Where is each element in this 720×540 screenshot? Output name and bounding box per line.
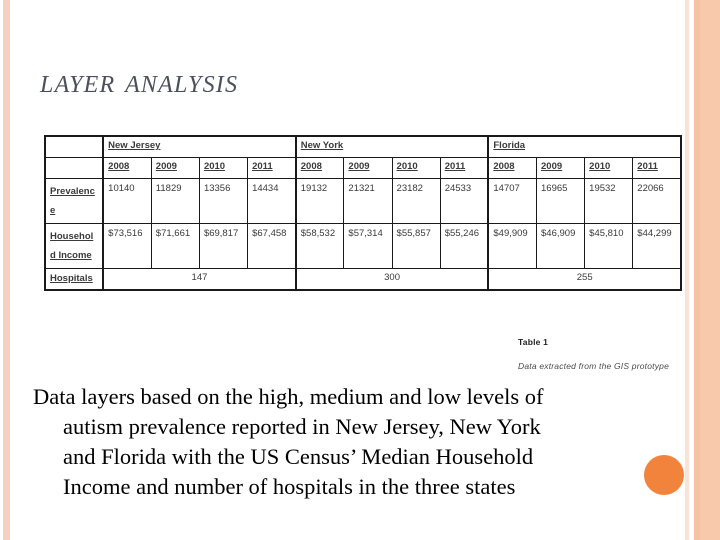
year-label: 2008 [108, 161, 130, 172]
table-caption-title: Table 1 [518, 337, 549, 347]
cell-prevalence-nj-2010: 13356 [199, 179, 247, 224]
cell-prevalence-nj-2009: 11829 [151, 179, 199, 224]
year-header-spacer [45, 158, 103, 179]
year-label: 2010 [589, 161, 611, 172]
body-line-3: and Florida with the US Census’ Median Household [63, 444, 534, 469]
cell-income-nj-2011: $67,458 [248, 224, 296, 269]
page-title: layer analysis [40, 63, 239, 100]
year-label: 2011 [444, 161, 466, 172]
row-label-hospitals [45, 269, 103, 291]
cell-prevalence-fl-2010: 19532 [585, 179, 633, 224]
cell-prevalence-ny-2010: 23182 [392, 179, 440, 224]
table-row-hospitals [45, 269, 681, 291]
year-label: 2010 [396, 161, 418, 172]
row-label-text: Household Income [50, 231, 94, 261]
data-table-container [44, 135, 682, 291]
year-label: 2009 [155, 161, 177, 172]
cell-prevalence-ny-2008: 19132 [296, 179, 344, 224]
cell-prevalence-fl-2009: 16965 [537, 179, 585, 224]
table-caption [518, 337, 698, 371]
cell-income-nj-2009: $71,661 [151, 224, 199, 269]
state-header-label: New Jersey [108, 140, 161, 151]
body-line-4: Income and number of hospitals in the three states [63, 474, 516, 499]
right-edge-stripe-mid [694, 0, 700, 540]
cell-prevalence-ny-2011: 24533 [440, 179, 488, 224]
cell-income-fl-2009: $46,909 [537, 224, 585, 269]
table-header-years [45, 158, 681, 179]
body-line-2: autism prevalence reported in New Jersey, New York [63, 414, 541, 439]
year-header-fl-2010 [585, 158, 633, 179]
table-corner-cell [45, 136, 103, 158]
year-label: 2011 [252, 161, 273, 172]
year-label: 2011 [637, 161, 658, 172]
year-header-fl-2008 [488, 158, 536, 179]
state-header-new-jersey [103, 136, 296, 158]
cell-income-nj-2010: $69,817 [199, 224, 247, 269]
cell-income-ny-2011: $55,246 [440, 224, 488, 269]
year-label: 2009 [348, 161, 370, 172]
year-header-nj-2011 [248, 158, 296, 179]
body-line-1: Data layers based on the high, medium and low levels of [33, 384, 544, 409]
right-edge-gap [689, 0, 694, 540]
left-edge-stripe [3, 0, 10, 540]
state-header-label: Florida [493, 140, 526, 151]
cell-hospitals-new-york: 300 [296, 269, 489, 291]
cell-income-ny-2010: $55,857 [392, 224, 440, 269]
year-header-fl-2011 [633, 158, 681, 179]
state-header-new-york [296, 136, 489, 158]
right-edge-stripe-thin [685, 0, 689, 540]
cell-prevalence-ny-2009: 21321 [344, 179, 392, 224]
year-header-nj-2010 [199, 158, 247, 179]
cell-income-fl-2008: $49,909 [488, 224, 536, 269]
table-row-prevalence [45, 179, 681, 224]
data-table [44, 135, 682, 291]
year-header-fl-2009 [537, 158, 585, 179]
year-header-nj-2009 [151, 158, 199, 179]
cell-prevalence-nj-2008: 10140 [103, 179, 151, 224]
row-label-text: Prevalence [50, 186, 95, 216]
state-header-label: New York [300, 140, 344, 151]
cell-hospitals-florida: 255 [488, 269, 681, 291]
year-header-ny-2008 [296, 158, 344, 179]
row-label-prevalence [45, 179, 103, 224]
table-row-household-income [45, 224, 681, 269]
cell-income-fl-2011: $44,299 [633, 224, 681, 269]
table-header-states [45, 136, 681, 158]
row-label-household-income [45, 224, 103, 269]
year-label: 2008 [300, 161, 322, 172]
cell-income-nj-2008: $73,516 [103, 224, 151, 269]
row-label-text: Hospitals [50, 273, 93, 284]
cell-income-fl-2010: $45,810 [585, 224, 633, 269]
cell-income-ny-2008: $58,532 [296, 224, 344, 269]
year-header-ny-2009 [344, 158, 392, 179]
cell-prevalence-nj-2011: 14434 [248, 179, 296, 224]
year-label: 2008 [493, 161, 515, 172]
right-edge-stripe-wide [700, 0, 720, 540]
table-caption-source: Data extracted from the GIS prototype [518, 361, 670, 371]
year-header-ny-2011 [440, 158, 488, 179]
cell-prevalence-fl-2008: 14707 [488, 179, 536, 224]
cell-prevalence-fl-2011: 22066 [633, 179, 681, 224]
body-paragraph [33, 382, 681, 502]
orange-circle-decoration [644, 455, 684, 495]
cell-income-ny-2009: $57,314 [344, 224, 392, 269]
year-header-nj-2008 [103, 158, 151, 179]
state-header-florida [488, 136, 681, 158]
cell-hospitals-new-jersey: 147 [103, 269, 296, 291]
year-label: 2010 [203, 161, 226, 172]
year-header-ny-2010 [392, 158, 440, 179]
year-label: 2009 [541, 161, 563, 172]
